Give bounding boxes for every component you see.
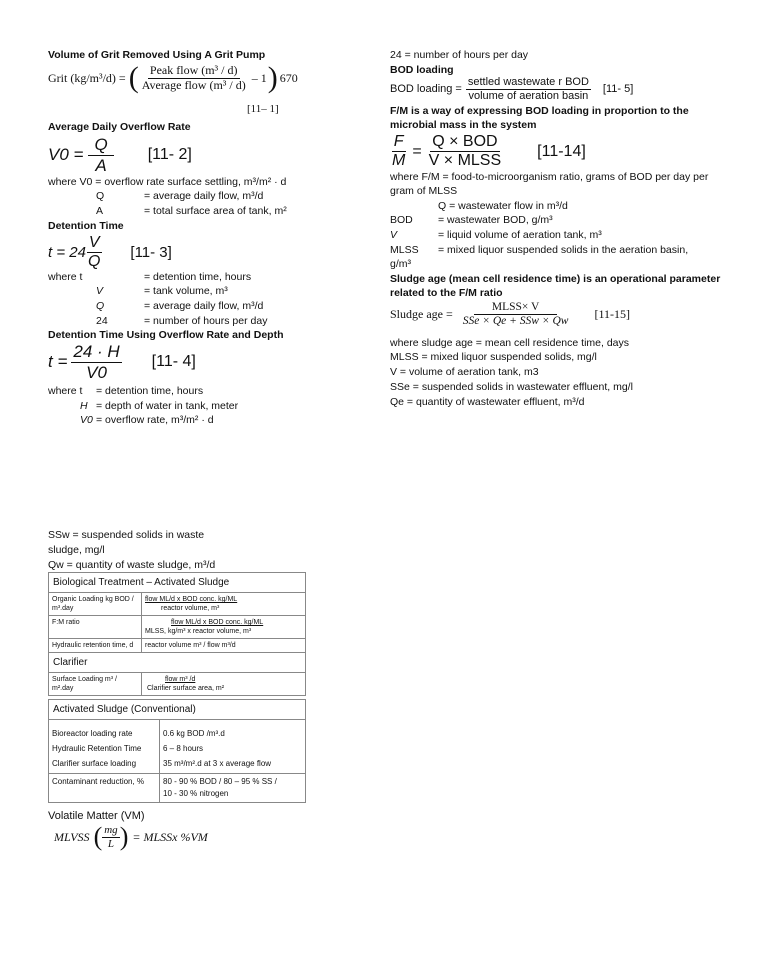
odr-eqno: [11- 2] [147, 146, 192, 164]
hours-line: 24 = number of hours per day [390, 49, 529, 61]
table-row [49, 673, 306, 696]
grit-heading: Volume of Grit Removed Using A Grit Pump [48, 49, 266, 61]
qw-line: Qw = quantity of waste sludge, m³/d [48, 559, 216, 571]
fm-eqno: [11-14] [537, 142, 586, 160]
sa-lhs: Sludge age = [390, 307, 453, 322]
vm-numerator: mg [104, 823, 118, 836]
sa-heading: Sludge age (mean cell residence time) is an operational parameter related to the F/M ratio [390, 273, 721, 299]
grit-fraction [140, 64, 248, 93]
conv-value-0: 0.6 kg BOD /m³.d [163, 729, 225, 738]
row-value [160, 720, 306, 774]
equals-sign: = [412, 142, 422, 160]
clarifier-title: Clarifier [49, 653, 306, 673]
def-symbol: MLSS [390, 244, 419, 256]
dt-fraction [86, 234, 102, 272]
odr-fraction [88, 135, 113, 175]
row-label [49, 720, 160, 774]
def-text: = depth of water in tank, meter [96, 400, 239, 412]
odr-where: where V0 = overflow rate surface settling, m³/m² · d [48, 176, 287, 188]
def-text: = average daily flow, m³/d [144, 190, 264, 202]
odr-heading: Average Daily Overflow Rate [48, 121, 191, 133]
grit-numerator: Peak flow (m³ / d) [149, 63, 238, 77]
fm-numerator: Q × BOD [430, 133, 499, 152]
def-symbol: H [80, 400, 88, 412]
fm-lhs-fraction [390, 133, 407, 171]
def-symbol: where t [48, 385, 83, 397]
odr-def-q [96, 189, 263, 203]
activated-sludge-table [48, 572, 306, 803]
dt-def-24 [96, 314, 267, 328]
bod-equation [390, 76, 633, 102]
dtod-def-t [48, 384, 203, 398]
vm-lhs: MLVSS [54, 829, 90, 844]
def-text: = average daily flow, m³/d [144, 300, 264, 312]
def-symbol: Q [96, 300, 105, 312]
bod-numerator: settled wastewate r BOD [467, 76, 589, 88]
fm-def-v [390, 228, 602, 242]
dt-heading: Detention Time [48, 220, 124, 232]
row-value [142, 673, 306, 696]
def-text: = tank volume, m³ [144, 285, 228, 297]
bod-heading: BOD loading [390, 64, 454, 76]
grit-equation [48, 61, 298, 95]
fm-def-bod [390, 213, 553, 227]
dt-lhs: t = 24 [48, 244, 86, 262]
fm-lhs-numerator: F [392, 133, 406, 152]
odr-equation [48, 135, 192, 175]
conventional-title: Activated Sludge (Conventional) [49, 700, 306, 720]
fm-def-mlss [390, 243, 688, 257]
def-text: = number of hours per day [144, 315, 268, 327]
grit-denominator: Average flow (m³ / d) [141, 77, 246, 92]
row-value: reactor volume m³ / flow m³/d [142, 639, 306, 653]
def-text: = total surface area of tank, m² [144, 205, 287, 217]
dtod-heading: Detention Time Using Overflow Rate and Depth [48, 329, 284, 341]
contam-value-2: 10 - 30 % nitrogen [163, 789, 229, 798]
row-label: F:M ratio [49, 616, 142, 639]
bod-denominator: volume of aeration basin [468, 89, 589, 102]
row-value-den: MLSS, kg/m³ x reactor volume, m³ [145, 628, 252, 635]
grit-lhs: Grit (kg/m³/d) = [48, 70, 126, 85]
row-label: Hydraulic retention time, d [49, 639, 142, 653]
def-text: = liquid volume of aeration tank, m³ [438, 229, 602, 241]
def-text: = overflow rate, m³/m² · d [96, 414, 214, 426]
vm-rhs: = MLSSx %VM [132, 829, 208, 844]
def-text: = wastewater BOD, g/m³ [438, 214, 553, 226]
ssw-line2: sludge, mg/l [48, 544, 105, 556]
grit-multiplier: 670 [279, 70, 298, 85]
table-row [49, 593, 306, 616]
row-value-num: flow m³ /d [165, 676, 196, 683]
sa-def: where sludge age = mean cell residence time, days [390, 337, 630, 349]
row-value-den: reactor volume, m³ [161, 605, 220, 612]
def-text: = detention time, hours [96, 385, 204, 397]
grit-minus-one: – 1 [251, 70, 267, 85]
fm-def-tail: g/m³ [390, 258, 411, 270]
dtod-eqno: [11- 4] [151, 353, 196, 371]
paren-close: ) [267, 61, 278, 95]
def-symbol: V0 [80, 414, 93, 426]
sa-def: SSe = suspended solids in wastewater effluent, mg/l [390, 381, 633, 393]
dt-def-v [96, 284, 228, 298]
dt-where [48, 270, 251, 284]
odr-lhs: V0 = [48, 145, 84, 165]
row-label: Surface Loading m³ / m².day [49, 673, 142, 696]
table-row [49, 774, 306, 803]
row-value [160, 774, 306, 803]
bod-lhs: BOD loading = [390, 83, 462, 96]
fm-lhs-denominator: M [392, 152, 406, 170]
sa-eqno: [11-15] [594, 307, 631, 322]
odr-numerator: Q [88, 135, 113, 156]
dtod-fraction [71, 342, 121, 382]
def-text: = detention time, hours [144, 271, 252, 283]
sa-fraction [461, 301, 571, 328]
row-value-den: Clarifier surface area, m² [147, 685, 225, 692]
odr-def-a [96, 204, 287, 218]
dtod-equation [48, 342, 196, 382]
sa-def: V = volume of aeration tank, m3 [390, 366, 539, 378]
dt-def-q [96, 299, 263, 313]
dtod-def-h [80, 399, 238, 413]
conv-value-1: 6 – 8 hours [163, 744, 204, 753]
def-symbol: V [390, 229, 398, 241]
dtod-def-v0 [80, 413, 214, 427]
bod-fraction [466, 76, 591, 102]
row-value [142, 593, 306, 616]
grit-eqno: [11– 1] [247, 103, 279, 115]
row-label: Organic Loading kg BOD / m³.day [49, 593, 142, 616]
row-value-num: flow ML/d x BOD conc. kg/ML [145, 596, 238, 603]
conv-label-0: Bioreactor loading rate [52, 729, 133, 738]
sa-numerator: MLSS× V [474, 301, 558, 315]
def-symbol: V [96, 285, 104, 297]
def-text: = mixed liquor suspended solids in the aeration basin, [438, 244, 689, 256]
table-title: Biological Treatment – Activated Sludge [49, 573, 306, 593]
paren-close: ) [119, 822, 129, 851]
vm-equation [54, 822, 208, 852]
fm-where: where F/M = food-to-microorganism ratio, grams of BOD per day per gram of MLSS [390, 171, 709, 197]
dtod-lhs: t = [48, 352, 68, 372]
sa-denominator: SSe × Qe + SSw × Qw [462, 315, 569, 328]
contam-value-1: 80 - 90 % BOD / 80 – 95 % SS / [163, 777, 277, 786]
row-value-num: flow ML/d x BOD conc. kg/ML [171, 619, 264, 626]
vm-fraction [102, 824, 119, 850]
def-symbol: 24 [96, 315, 108, 327]
conv-label-1: Hydraulic Retention Time [52, 744, 142, 753]
vm-heading: Volatile Matter (VM) [48, 810, 145, 822]
sa-equation [390, 301, 630, 328]
fm-heading: F/M is a way of expressing BOD loading in proportion to the microbial mass in the system [390, 105, 689, 131]
row-value [142, 616, 306, 639]
paren-open: ( [128, 61, 139, 95]
dt-equation [48, 234, 172, 272]
table-row [49, 720, 306, 774]
dtod-denominator: V0 [86, 362, 107, 382]
conv-value-2: 35 m³/m².d at 3 x average flow [163, 759, 272, 768]
ssw-line1: SSw = suspended solids in waste [48, 529, 205, 541]
sa-def: MLSS = mixed liquor suspended solids, mg/l [390, 351, 597, 363]
dt-eqno: [11- 3] [130, 244, 172, 262]
def-symbol: A [96, 205, 104, 217]
def-symbol: where t [48, 271, 83, 283]
fm-fraction [427, 133, 503, 171]
row-label: Contaminant reduction, % [49, 774, 160, 803]
def-symbol: BOD [390, 214, 413, 226]
def-symbol: Q [96, 190, 105, 202]
dt-denominator: Q [87, 253, 101, 271]
odr-denominator: A [95, 155, 107, 175]
dt-numerator: V [87, 234, 102, 253]
vm-denominator: L [107, 837, 115, 850]
fm-def-q: Q = wastewater flow in m³/d [438, 200, 568, 212]
paren-open: ( [93, 822, 103, 851]
bod-eqno: [11- 5] [602, 83, 634, 96]
conv-label-2: Clarifier surface loading [52, 759, 137, 768]
dtod-numerator: 24 · H [73, 342, 120, 361]
fm-equation [390, 133, 586, 171]
table-row [49, 639, 306, 653]
table-row [49, 616, 306, 639]
fm-denominator: V × MLSS [428, 152, 502, 170]
sa-def: Qe = quantity of wastewater effluent, m³/d [390, 396, 585, 408]
